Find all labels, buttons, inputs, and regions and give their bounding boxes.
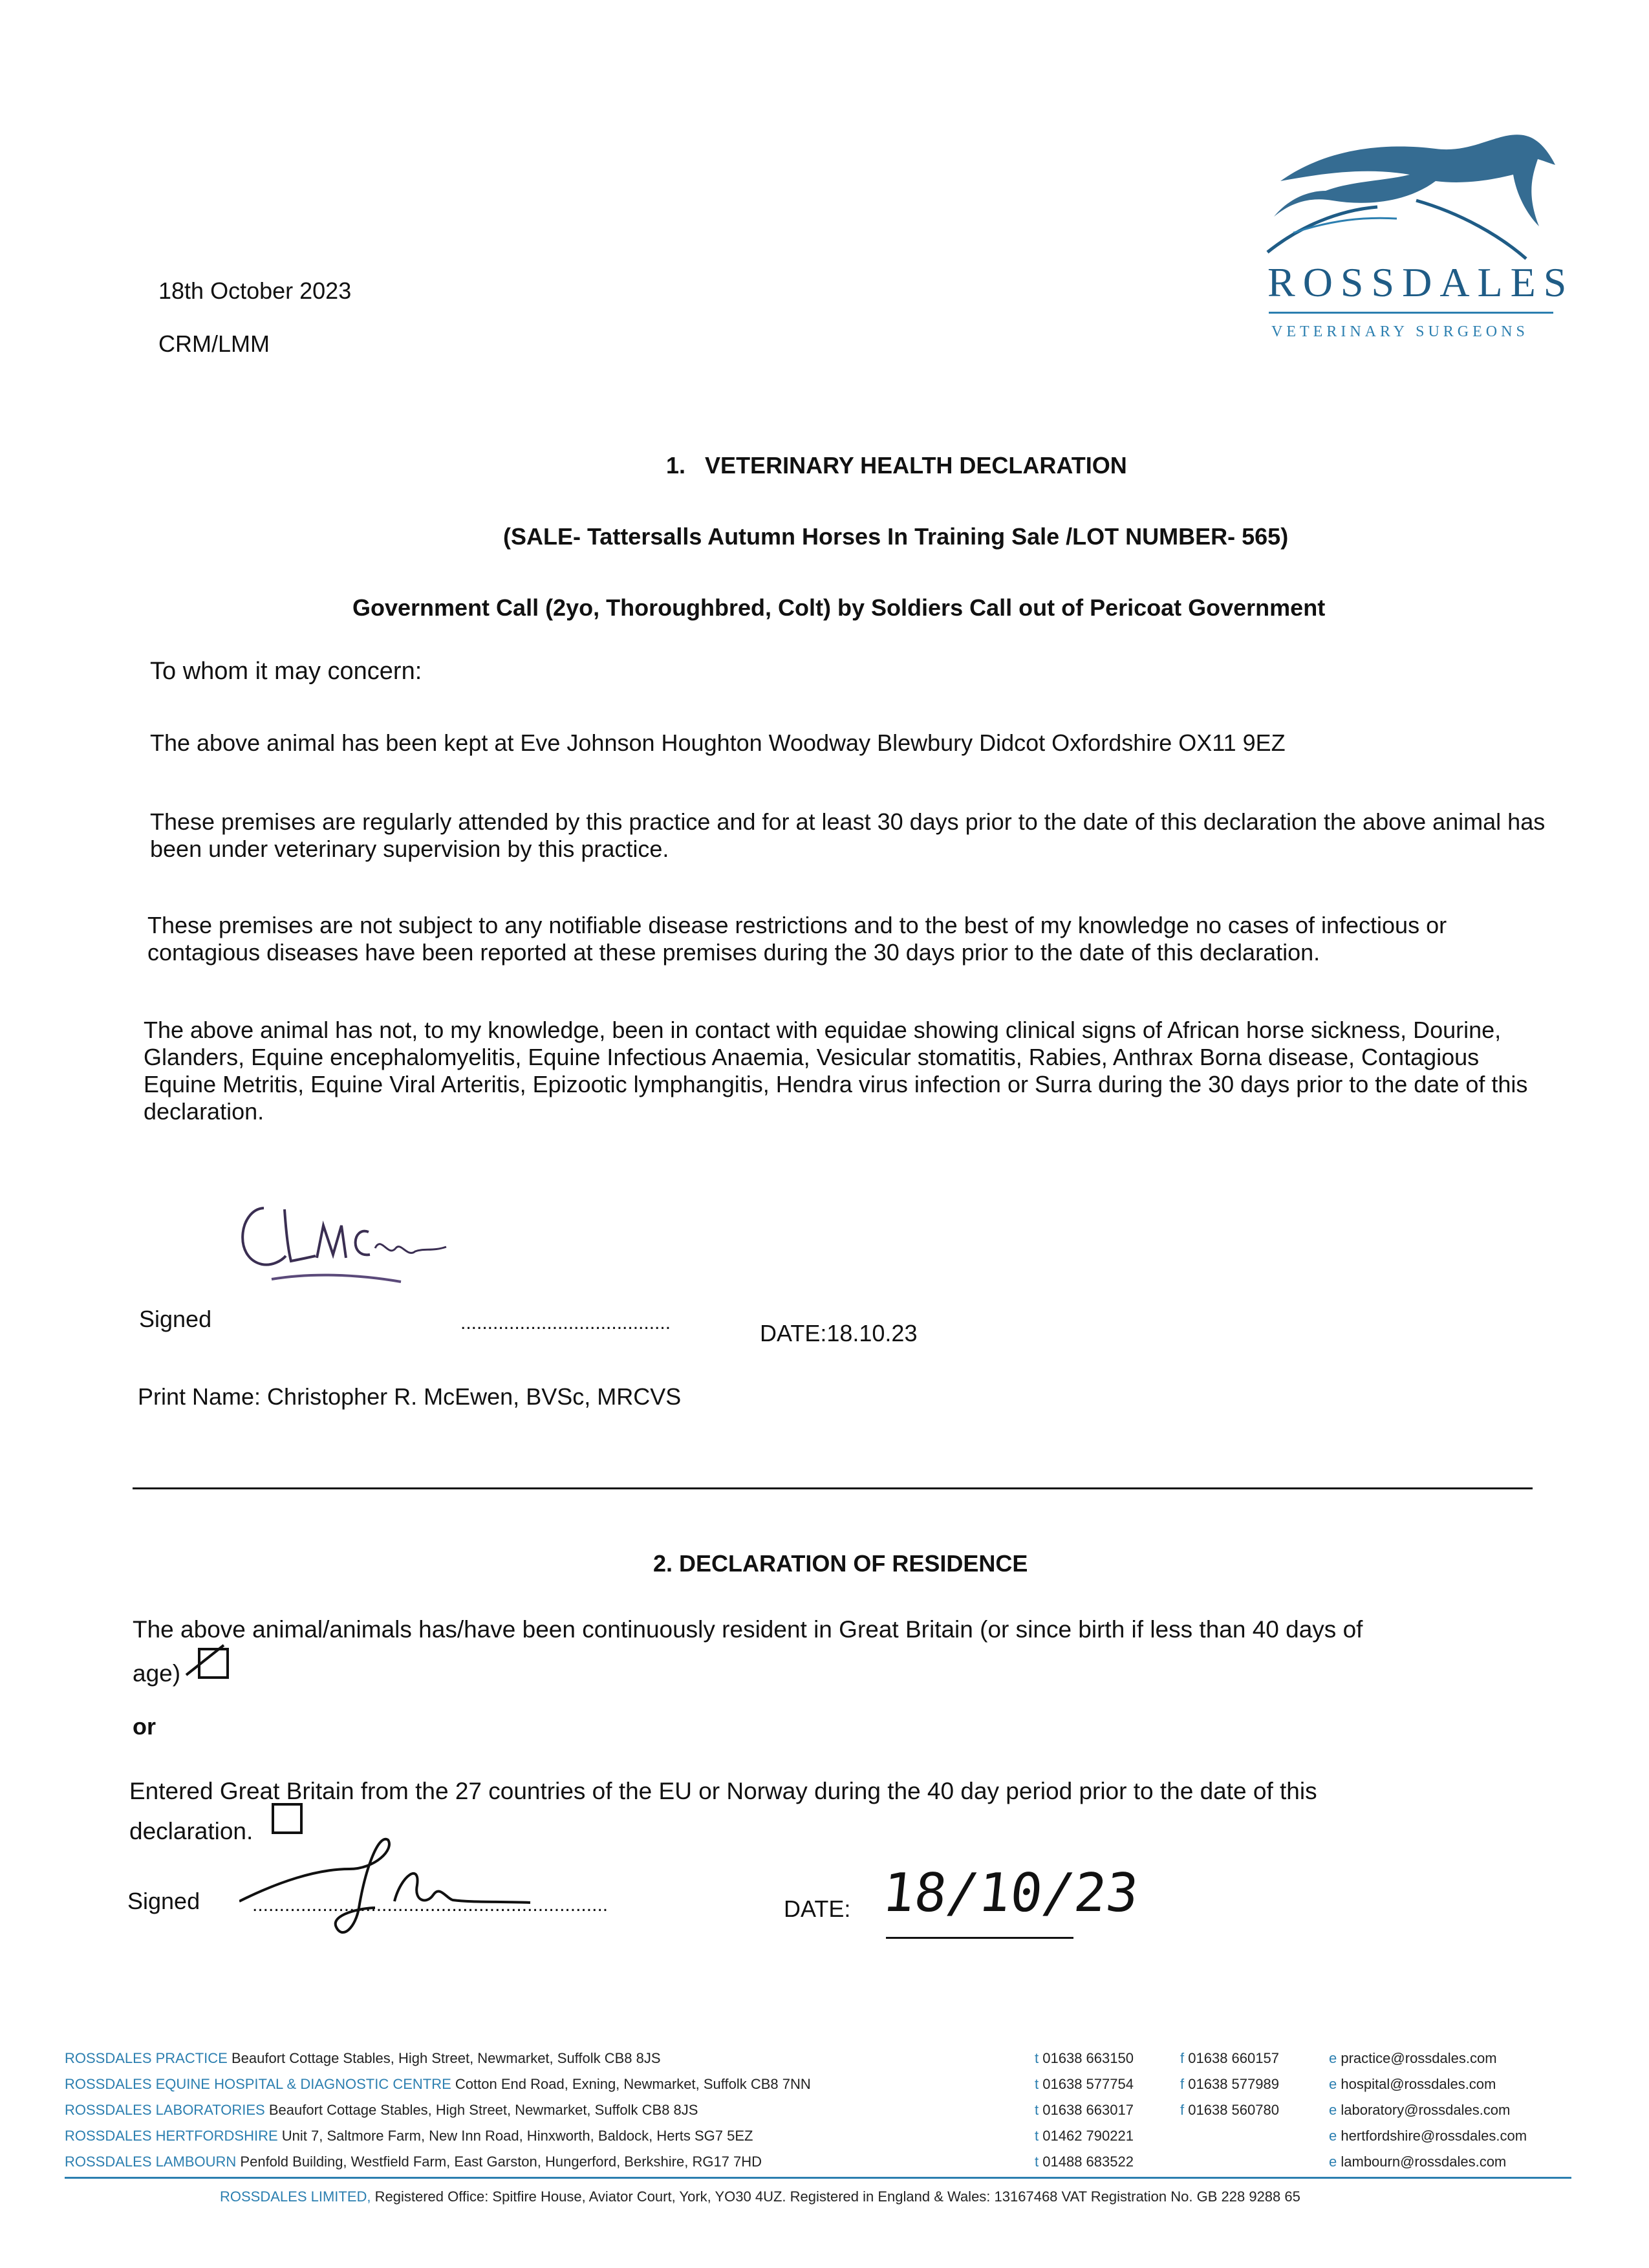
brand-rule [1269,312,1553,314]
or-label: or [133,1713,156,1740]
horse-logo-icon [1255,103,1565,272]
footer-tel: t 01638 663017 [1035,2102,1134,2118]
footer-tel: t 01488 683522 [1035,2154,1134,2170]
residence-option-2-checkbox[interactable] [272,1803,303,1834]
paragraph-restrictions: These premises are not subject to any notifiable disease restrictions and to the best of my knowledge no cases of infectious or contagious diseases have been reported at these premises during the 30 days prior to the date of this declaration. [147,912,1447,966]
residence-option-1-end [133,1659,180,1688]
residence-option-1-text: The above animal/animals has/have been continuously resident in Great Britain (or since birth if less than 40 days of [133,1616,1363,1643]
footer-location-row: ROSSDALES PRACTICE Beaufort Cottage Stables, High Street, Newmarket, Suffolk CB8 8JS [65,2050,661,2066]
section-divider [133,1487,1533,1489]
residence-option-2-text: Entered Great Britain from the 27 countries of the EU or Norway during the 40 day period prior to the date of this [129,1778,1317,1804]
signature-1-image [226,1196,459,1293]
footer-fax: f 01638 660157 [1180,2050,1279,2066]
residence-option-1-checkbox[interactable] [198,1648,229,1679]
section2-title: 2. DECLARATION OF RESIDENCE [653,1550,1028,1577]
handwritten-date-underline [886,1937,1073,1939]
footer-location-row: ROSSDALES LAMBOURN Penfold Building, Westfield Farm, East Garston, Hungerford, Berkshire, RG17 7HD [65,2154,762,2170]
footer-rule [65,2177,1571,2179]
footer-email[interactable]: e practice@rossdales.com [1329,2050,1497,2066]
signature-2-image [239,1830,537,1947]
residence-option-2-text-end: declaration. [129,1818,253,1844]
sale-line: (SALE- Tattersalls Autumn Horses In Training Sale /LOT NUMBER- 565) [503,523,1289,550]
footer-email[interactable]: e laboratory@rossdales.com [1329,2102,1511,2118]
footer-location-row: ROSSDALES HERTFORDSHIRE Unit 7, Saltmore Farm, New Inn Road, Hinxworth, Baldock, Herts SG7 5EZ [65,2128,753,2144]
print-name: Print Name: Christopher R. McEwen, BVSc, MRCVS [138,1383,682,1410]
signed-label-2: Signed [127,1888,200,1914]
date-1: DATE:18.10.23 [760,1320,918,1346]
footer-location-row: ROSSDALES EQUINE HOSPITAL & DIAGNOSTIC CENTRE Cotton End Road, Exning, Newmarket, Suffolk CB8 7NN [65,2076,811,2092]
footer-location-row: ROSSDALES LABORATORIES Beaufort Cottage Stables, High Street, Newmarket, Suffolk CB8 8JS [65,2102,698,2118]
signature-dots-2: .................................................................. [252,1894,609,1916]
footer-tel: t 01638 577754 [1035,2076,1134,2092]
footer-tel: t 01638 663150 [1035,2050,1134,2066]
footer-registered: ROSSDALES LIMITED, Registered Office: Spitfire House, Aviator Court, York, YO30 4UZ. Registered in England & Wales: 13167468 VAT Registration No. GB 228 9288 65 [220,2188,1300,2205]
footer-tel: t 01462 790221 [1035,2128,1134,2144]
brand-tagline: VETERINARY SURGEONS [1271,323,1529,340]
letter-date: 18th October 2023 [158,277,352,304]
paragraph-supervision: These premises are regularly attended by this practice and for at least 30 days prior to the date of this declaration the above animal has been under veterinary supervision by this practice. [150,808,1546,862]
rossdales-logo [1255,103,1575,349]
paragraph-premises: The above animal has been kept at Eve Johnson Houghton Woodway Blewbury Didcot Oxfordshire OX11 9EZ [150,729,1286,756]
letter-reference: CRM/LMM [158,330,270,357]
section1-title [666,451,1127,479]
horse-line: Government Call (2yo, Thoroughbred, Colt) by Soldiers Call out of Pericoat Government [352,594,1326,621]
brand-name: ROSSDALES [1267,259,1575,305]
salutation: To whom it may concern: [150,658,422,685]
footer-fax: f 01638 560780 [1180,2102,1279,2118]
section1-number: 1. [666,452,686,479]
checkbox-cross-mark-icon [184,1641,229,1680]
footer-email[interactable]: e hospital@rossdales.com [1329,2076,1496,2092]
footer-email[interactable]: e lambourn@rossdales.com [1329,2154,1507,2170]
handwritten-date: 18/10/23 [879,1863,1141,1924]
paragraph-contact: The above animal has not, to my knowledge, been in contact with equidae showing clinical signs of African horse sickness, Dourine, Glanders, Equine encephalomyelitis, Equine Infectious Anaemia, Vesicular stomatitis, Rabies, Anthrax Borna disease, Contagious Equine Metritis, Equine Viral Arteritis, Epizootic lymphangitis, Hendra virus infection or Surra during the 30 days prior to the date of this declaration. [144,1017,1528,1125]
signature-dots-1: ....................................... [460,1312,671,1334]
date-2-label: DATE: [784,1895,851,1922]
signed-label-1: Signed [139,1306,212,1332]
residence-option-1-text-end: age) [133,1660,181,1687]
footer-email[interactable]: e hertfordshire@rossdales.com [1329,2128,1527,2144]
footer-fax: f 01638 577989 [1180,2076,1279,2092]
section1-title-text: VETERINARY HEALTH DECLARATION [705,452,1127,479]
footer [65,2050,1584,2244]
